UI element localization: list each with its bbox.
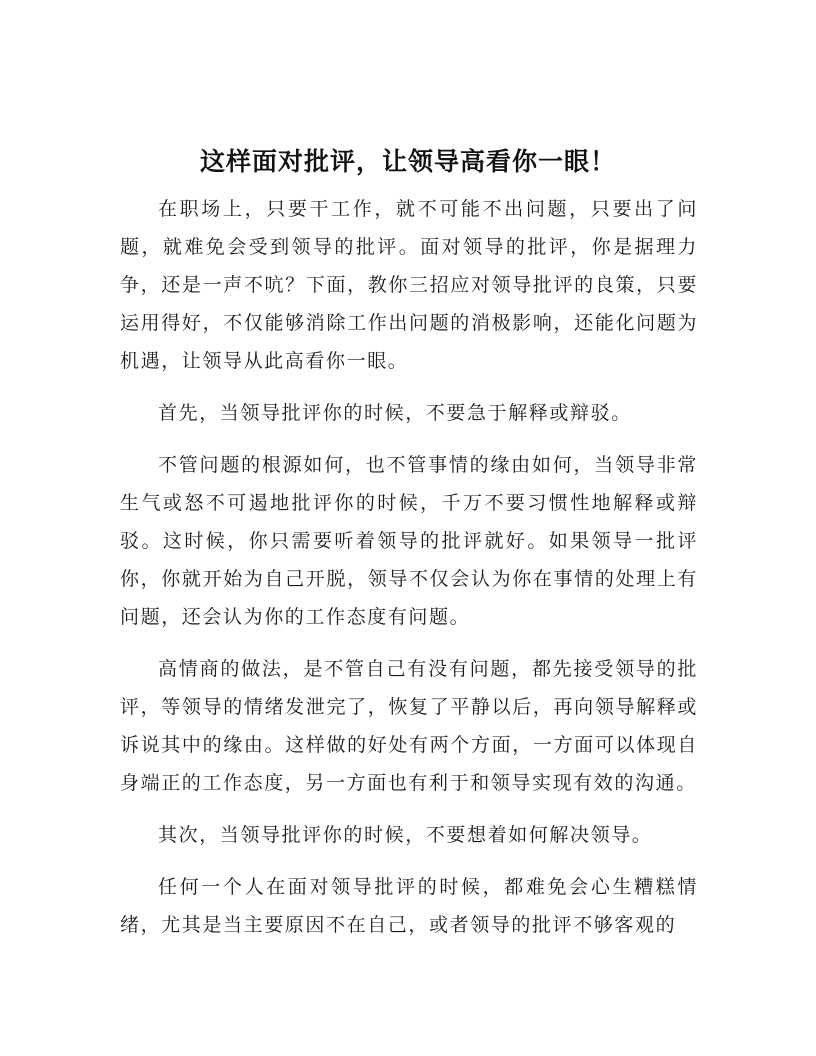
paragraph-second-point: 其次，当领导批评你的时候，不要想着如何解决领导。 xyxy=(158,824,653,846)
paragraph-second-detail: 任何一个人在面对领导批评的时候，都难免会心生糟糕情绪，尤其是当主要原因不在自己，或者领导的批评不够客观的 xyxy=(120,876,698,936)
document-title: 这样面对批评，让领导高看你一眼！ xyxy=(199,147,616,176)
paragraph-first-detail: 不管问题的根源如何，也不管事情的缘由如何，当领导非常生气或怒不可遏地批评你的时候，千万不要习惯性地解释或辩驳。这时候，你只需要听着领导的批评就好。如果领导一批评你，你就开始为自己开脱，领导不仅会认为你在事情的处理上有问题，还会认为你的工作态度有问题。 xyxy=(120,454,698,628)
paragraph-intro: 在职场上，只要干工作，就不可能不出问题，只要出了问题，就难免会受到领导的批评。面对领导的批评，你是据理力争，还是一声不吭？下面，教你三招应对领导批评的良策，只要运用得好，不仅能够消除工作出问题的消极影响，还能化问题为机遇，让领导从此高看你一眼。 xyxy=(120,198,698,372)
document-body xyxy=(120,190,698,958)
paragraph-first-advice: 高情商的做法，是不管自己有没有问题，都先接受领导的批评，等领导的情绪发泄完了，恢复了平静以后，再向领导解释或诉说其中的缘由。这样做的好处有两个方面，一方面可以体现自身端正的工作态度，另一方面也有利于和领导实现有效的沟通。 xyxy=(120,658,698,794)
paragraph-first-point: 首先，当领导批评你的时候，不要急于解释或辩驳。 xyxy=(158,402,632,424)
